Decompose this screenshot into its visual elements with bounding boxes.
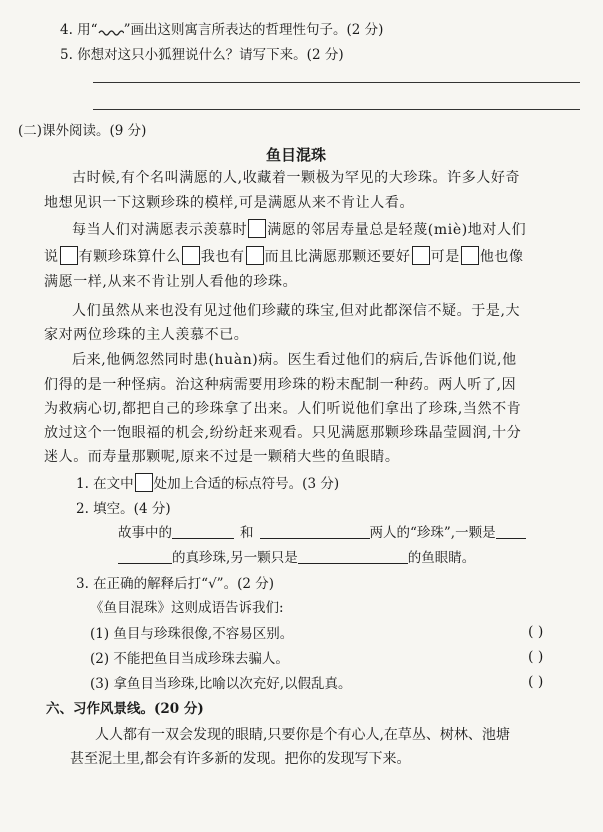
section-6-heading: 六、习作风景线。(20 分) (46, 701, 204, 717)
story-line: 迷人。而寿量那颗呢,原来不过是一颗稍大些的鱼眼睛。 (44, 449, 400, 465)
blank-field[interactable] (260, 524, 370, 539)
option-1: (1) 鱼目与珍珠很像,不容易区别。 (90, 626, 294, 642)
punctuation-box[interactable] (182, 246, 200, 265)
fill-text: 两人的“珍珠”,一颗是 (369, 525, 496, 541)
story-line: 人们虽然从来也没有见过他们珍藏的珠宝,但对此都深信不疑。于是,大 (72, 303, 521, 319)
story-title: 鱼目混珠 (266, 146, 327, 164)
option-2: (2) 不能把鱼目当成珍珠去骗人。 (90, 651, 289, 667)
punctuation-box[interactable] (248, 219, 266, 238)
sub-question-3-intro: 《鱼目混珠》这则成语告诉我们: (90, 600, 284, 616)
fill-text: 的鱼眼睛。 (407, 550, 476, 566)
question-5: 5. 你想对这只小狐狸说什么？请写下来。(2 分) (60, 47, 344, 63)
section-6-paragraph: 人人都有一双会发现的眼睛,只要你是个有心人,在草丛、树林、池塘 (95, 727, 510, 743)
story-line (72, 219, 526, 240)
fill-blank-line-2 (118, 548, 475, 568)
section-6-paragraph: 甚至泥土里,都会有许多新的发现。把你的发现写下来。 (70, 751, 411, 767)
fill-text: 的真珍珠,另一颗只是 (172, 550, 298, 566)
sub-question-1 (76, 473, 339, 494)
section-2-heading: (二)课外阅读。(9 分) (18, 123, 147, 139)
blank-field[interactable] (496, 524, 526, 539)
story-line: 为救病心切,都把自己的珍珠拿了出来。人们听说他们拿出了珍珠,当然不肯 (44, 401, 522, 417)
punctuation-box[interactable] (461, 246, 479, 265)
story-line: 们得的是一种怪病。治这种病需要用珍珠的粉末配制一种药。两人听了,因 (44, 377, 517, 393)
story-text: 有颗珍珠算什么 (78, 249, 181, 265)
story-text: 每当人们对满愿表示羡慕时 (72, 222, 248, 238)
story-text: 满愿的邻居寿量总是轻蔑(miè)地对人们 (267, 222, 527, 238)
punctuation-box[interactable] (60, 246, 78, 265)
blank-field[interactable] (298, 549, 408, 564)
sub-question-2: 2. 填空。(4 分) (76, 501, 171, 517)
story-line: 地想见识一下这颗珍珠的模样,可是满愿从来不肯让人看。 (44, 195, 415, 211)
blank-field[interactable] (172, 524, 234, 539)
answer-parentheses[interactable]: ( ) (528, 624, 544, 640)
question-4-prefix: 4. 用“ (60, 22, 98, 38)
story-line: 古时候,有个名叫满愿的人,收藏着一颗极为罕见的大珍珠。许多人好奇 (72, 170, 521, 186)
box-symbol-icon (135, 473, 153, 492)
story-line (44, 246, 524, 267)
blank-field[interactable] (118, 549, 172, 564)
punctuation-box[interactable] (412, 246, 430, 265)
story-text: 可是 (430, 249, 460, 265)
story-line: 放过这个一饱眼福的机会,纷纷赶来观看。只见满愿那颗珍珠晶莹圆润,十分 (44, 425, 522, 441)
story-text: 他也像 (479, 249, 524, 265)
answer-parentheses[interactable]: ( ) (528, 674, 544, 690)
option-3: (3) 拿鱼目当珍珠,比喻以次充好,以假乱真。 (90, 676, 352, 692)
story-line: 后来,他俩忽然同时患(huàn)病。医生看过他们的病后,告诉他们说,他 (72, 352, 517, 368)
question-4 (60, 20, 383, 40)
story-text: 而且比满愿那颗还要好 (264, 249, 411, 265)
story-text: 我也有 (200, 249, 245, 265)
answer-line-1[interactable] (93, 82, 580, 83)
wavy-underline-icon (98, 24, 124, 36)
answer-parentheses[interactable]: ( ) (528, 649, 544, 665)
fill-blank-line-1 (118, 523, 526, 543)
story-line: 家对两位珍珠的主人羡慕不已。 (44, 327, 249, 343)
punctuation-box[interactable] (246, 246, 264, 265)
answer-line-2[interactable] (93, 109, 580, 110)
fill-text: 故事中的 (118, 525, 172, 541)
fill-text: 和 (240, 525, 254, 541)
story-text: 说 (44, 249, 59, 265)
sub-question-1-suffix: 处加上合适的标点符号。(3 分) (153, 476, 340, 492)
sub-question-3: 3. 在正确的解释后打“√”。(2 分) (76, 576, 274, 592)
question-4-suffix: ”画出这则寓言所表达的哲理性句子。(2 分) (123, 22, 384, 38)
story-line: 满愿一样,从来不肯让别人看他的珍珠。 (44, 274, 298, 290)
sub-question-1-prefix: 1. 在文中 (76, 476, 134, 492)
